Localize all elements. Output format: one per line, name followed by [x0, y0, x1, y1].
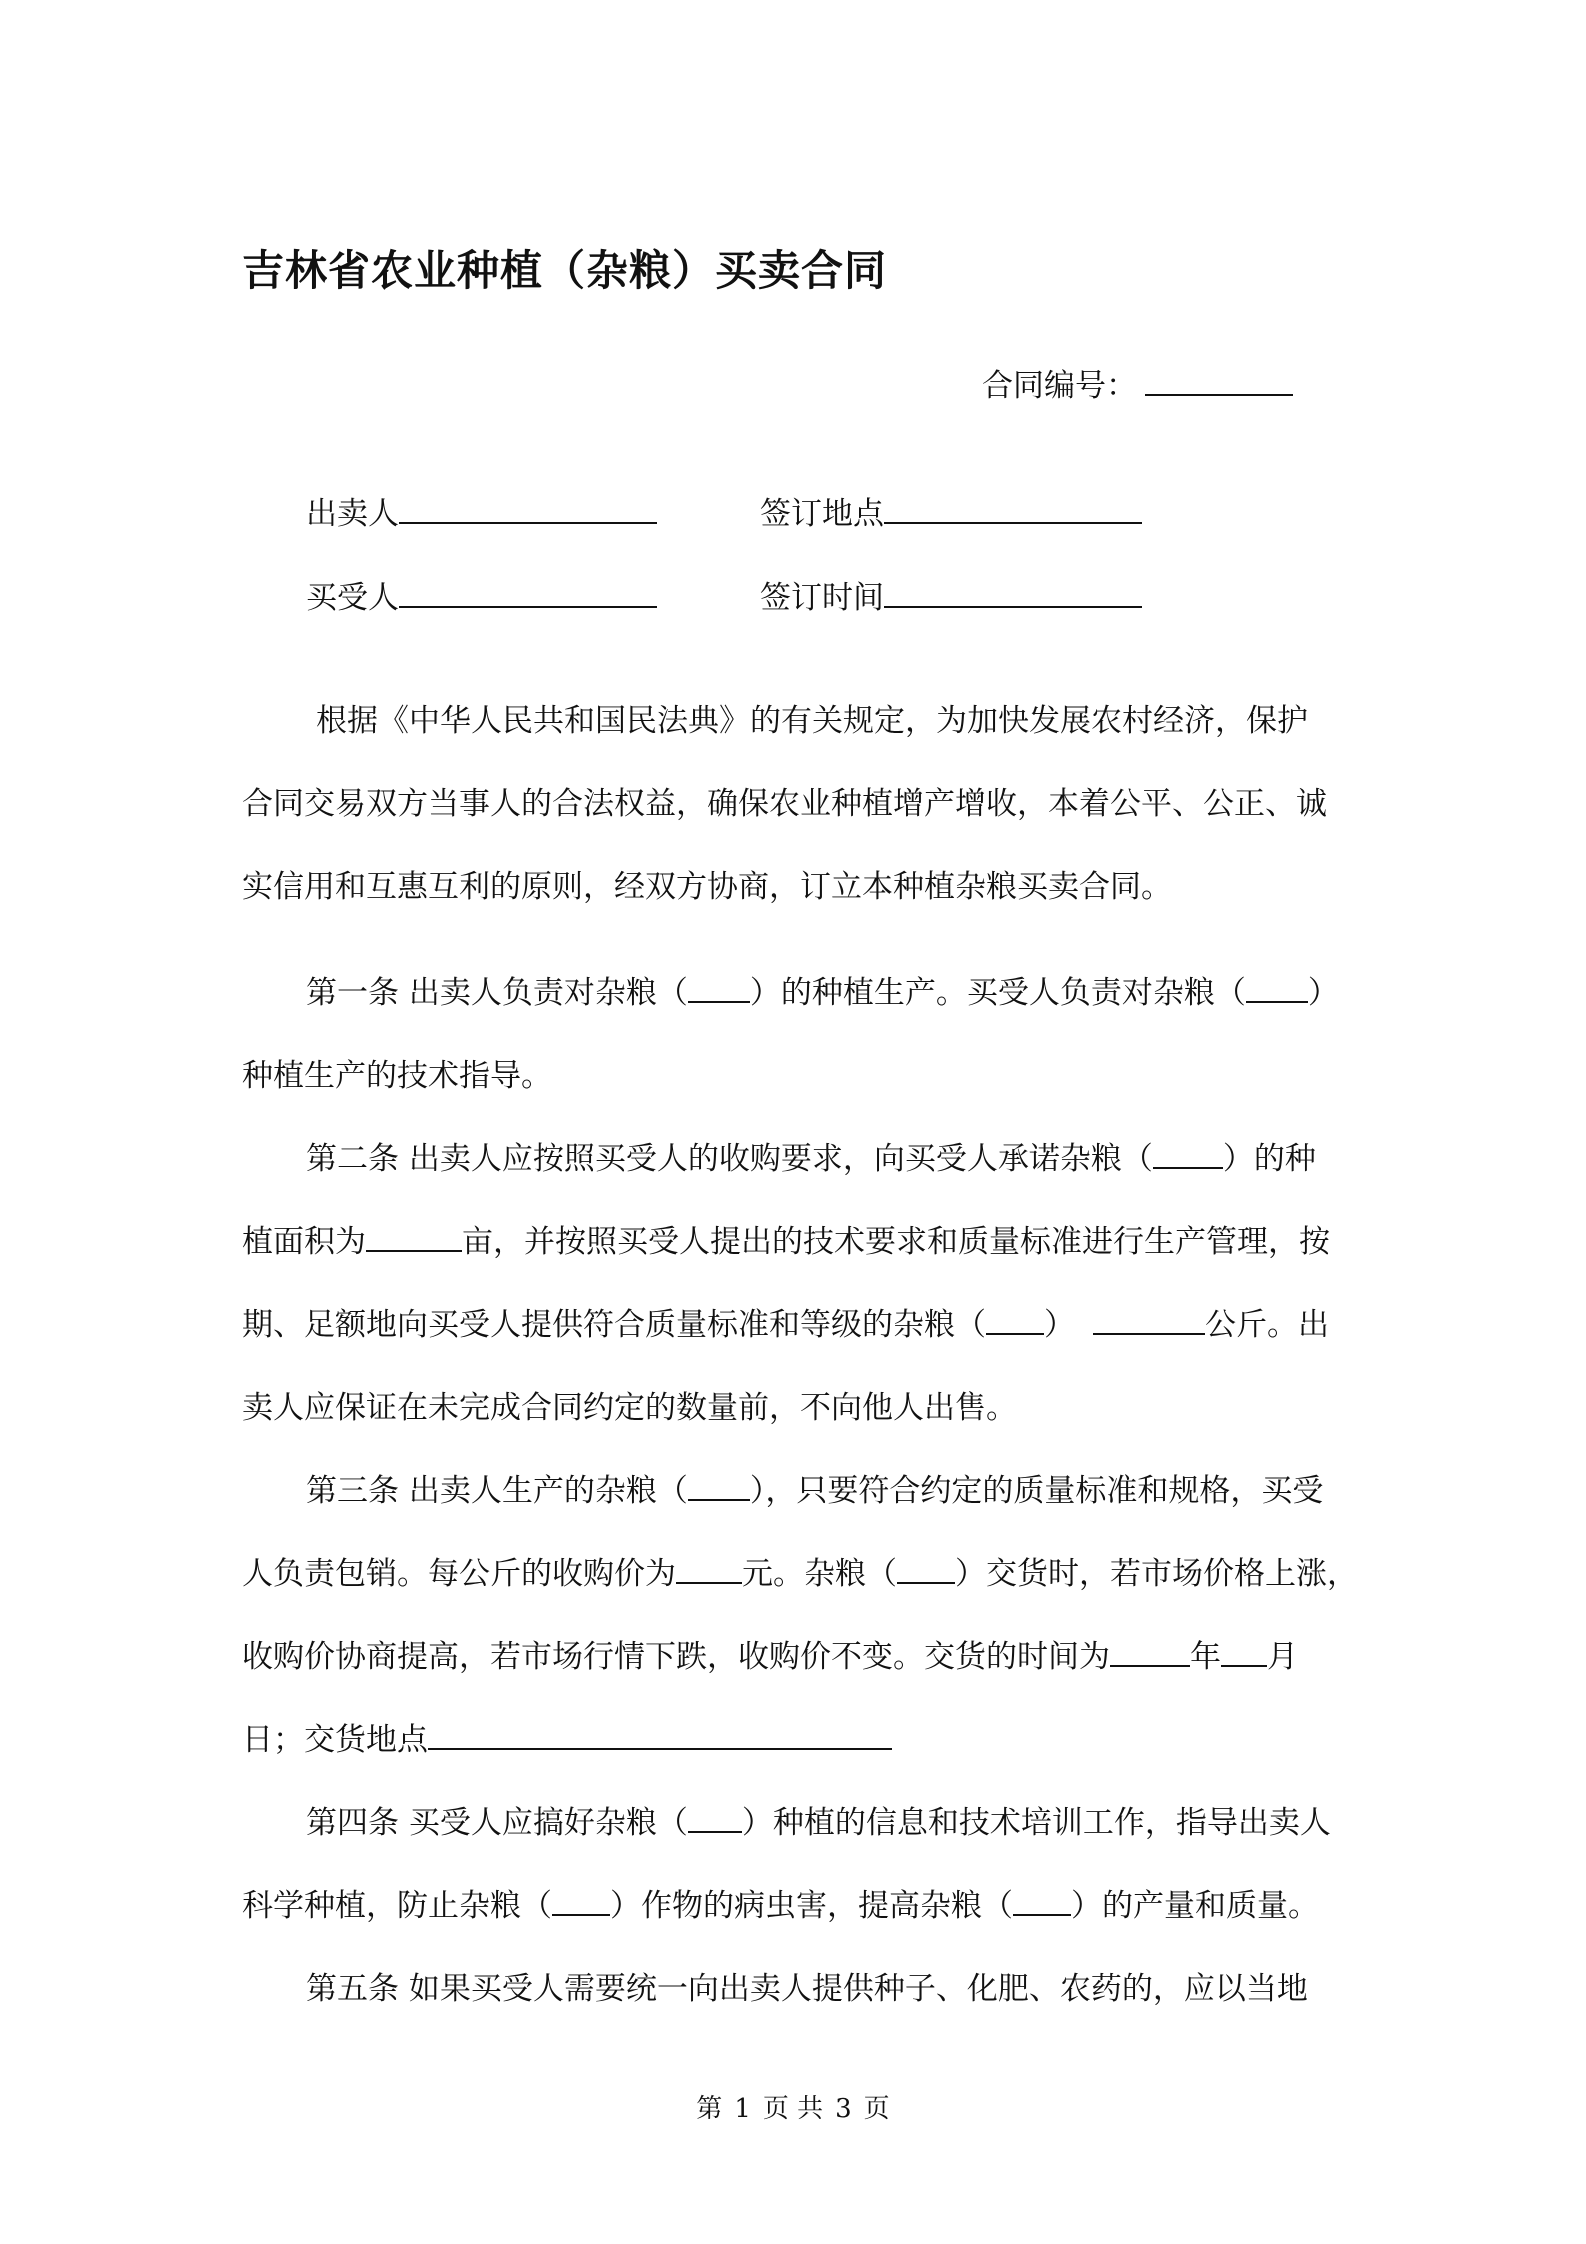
blank-field — [688, 1798, 742, 1833]
blank-field — [1110, 1632, 1190, 1667]
page-total: 3 — [835, 2094, 852, 2124]
blank-field — [366, 1217, 462, 1252]
preamble-paragraph — [242, 680, 1350, 929]
seller-field — [306, 488, 657, 533]
blank-field — [676, 1549, 742, 1584]
blank-field — [552, 1881, 610, 1916]
text-line: 实信用和互惠互利的原则，经双方协商，订立本种植杂粮买卖合同。 — [242, 869, 1172, 905]
blank-field — [1093, 1300, 1205, 1335]
blank-field — [1221, 1632, 1267, 1667]
blank-field — [1013, 1881, 1071, 1916]
sign-time-blank — [884, 573, 1142, 608]
buyer-blank — [399, 573, 657, 608]
page-number: 1 — [734, 2094, 751, 2124]
contract-number-blank — [1145, 361, 1293, 396]
blank-field — [688, 1466, 750, 1501]
article-3 — [242, 1450, 1358, 1782]
text-line: 科学种植，防止杂粮（ ）作物的病虫害，提高杂粮（ ）的产量和质量。 — [242, 1865, 1350, 1948]
text-line: 第一条 出卖人负责对杂粮（ ）的种植生产。买受人负责对杂粮（ ） — [242, 952, 1350, 1035]
text-line: 根据《中华人民共和国民法典》的有关规定，为加快发展农村经济，保护 — [316, 703, 1308, 739]
footer-suffix: 页 — [863, 2094, 890, 2124]
text-line: 第五条 如果买受人需要统一向出卖人提供种子、化肥、农药的，应以当地 — [306, 1971, 1308, 2007]
text-line: 第三条 出卖人生产的杂粮（ ），只要符合约定的质量标准和规格，买受 — [242, 1450, 1350, 1533]
sign-place-field — [760, 488, 1142, 533]
text-line: 种植生产的技术指导。 — [242, 1058, 552, 1094]
footer-mid: 页 共 — [762, 2094, 824, 2124]
text-line: 收购价协商提高，若市场行情下跌，收购价不变。交货的时间为 年 月 — [242, 1616, 1350, 1699]
seller-label: 出卖人 — [306, 496, 399, 532]
blank-field — [1246, 968, 1308, 1003]
text-line: 合同交易双方当事人的合法权益，确保农业种植增产增收，本着公平、公正、诚 — [242, 786, 1327, 822]
blank-field — [986, 1300, 1044, 1335]
sign-place-blank — [884, 489, 1142, 524]
page-footer — [0, 2088, 1586, 2125]
blank-field — [428, 1715, 892, 1750]
contract-number-field — [982, 360, 1293, 405]
blank-field — [688, 968, 750, 1003]
text-line: 日；交货地点 — [242, 1699, 1350, 1782]
buyer-label: 买受人 — [306, 580, 399, 616]
contract-number-label: 合同编号： — [982, 368, 1137, 404]
sign-place-label: 签订地点 — [760, 496, 884, 532]
text-line: 期、足额地向买受人提供符合质量标准和等级的杂粮（ ） 公斤。出 — [242, 1284, 1350, 1367]
document-title: 吉林省农业种植（杂粮）买卖合同 — [242, 246, 888, 295]
sign-time-label: 签订时间 — [760, 580, 884, 616]
sign-time-field — [760, 572, 1142, 617]
text-line: 人负责包销。每公斤的收购价为 元。杂粮（ ）交货时，若市场价格上涨， — [242, 1533, 1350, 1616]
blank-field — [1153, 1134, 1223, 1169]
article-1 — [242, 952, 1350, 1118]
text-line: 第四条 买受人应搞好杂粮（ ）种植的信息和技术培训工作，指导出卖人 — [242, 1782, 1350, 1865]
blank-field — [897, 1549, 955, 1584]
buyer-field — [306, 572, 657, 617]
article-5 — [242, 1948, 1350, 2031]
article-4 — [242, 1782, 1350, 1948]
text-line: 卖人应保证在未完成合同约定的数量前，不向他人出售。 — [242, 1390, 1017, 1426]
article-2 — [242, 1118, 1350, 1450]
text-line: 第二条 出卖人应按照买受人的收购要求，向买受人承诺杂粮（ ）的种 — [242, 1118, 1350, 1201]
footer-prefix: 第 — [696, 2094, 723, 2124]
text-line: 植面积为 亩，并按照买受人提出的技术要求和质量标准进行生产管理，按 — [242, 1201, 1350, 1284]
seller-blank — [399, 489, 657, 524]
